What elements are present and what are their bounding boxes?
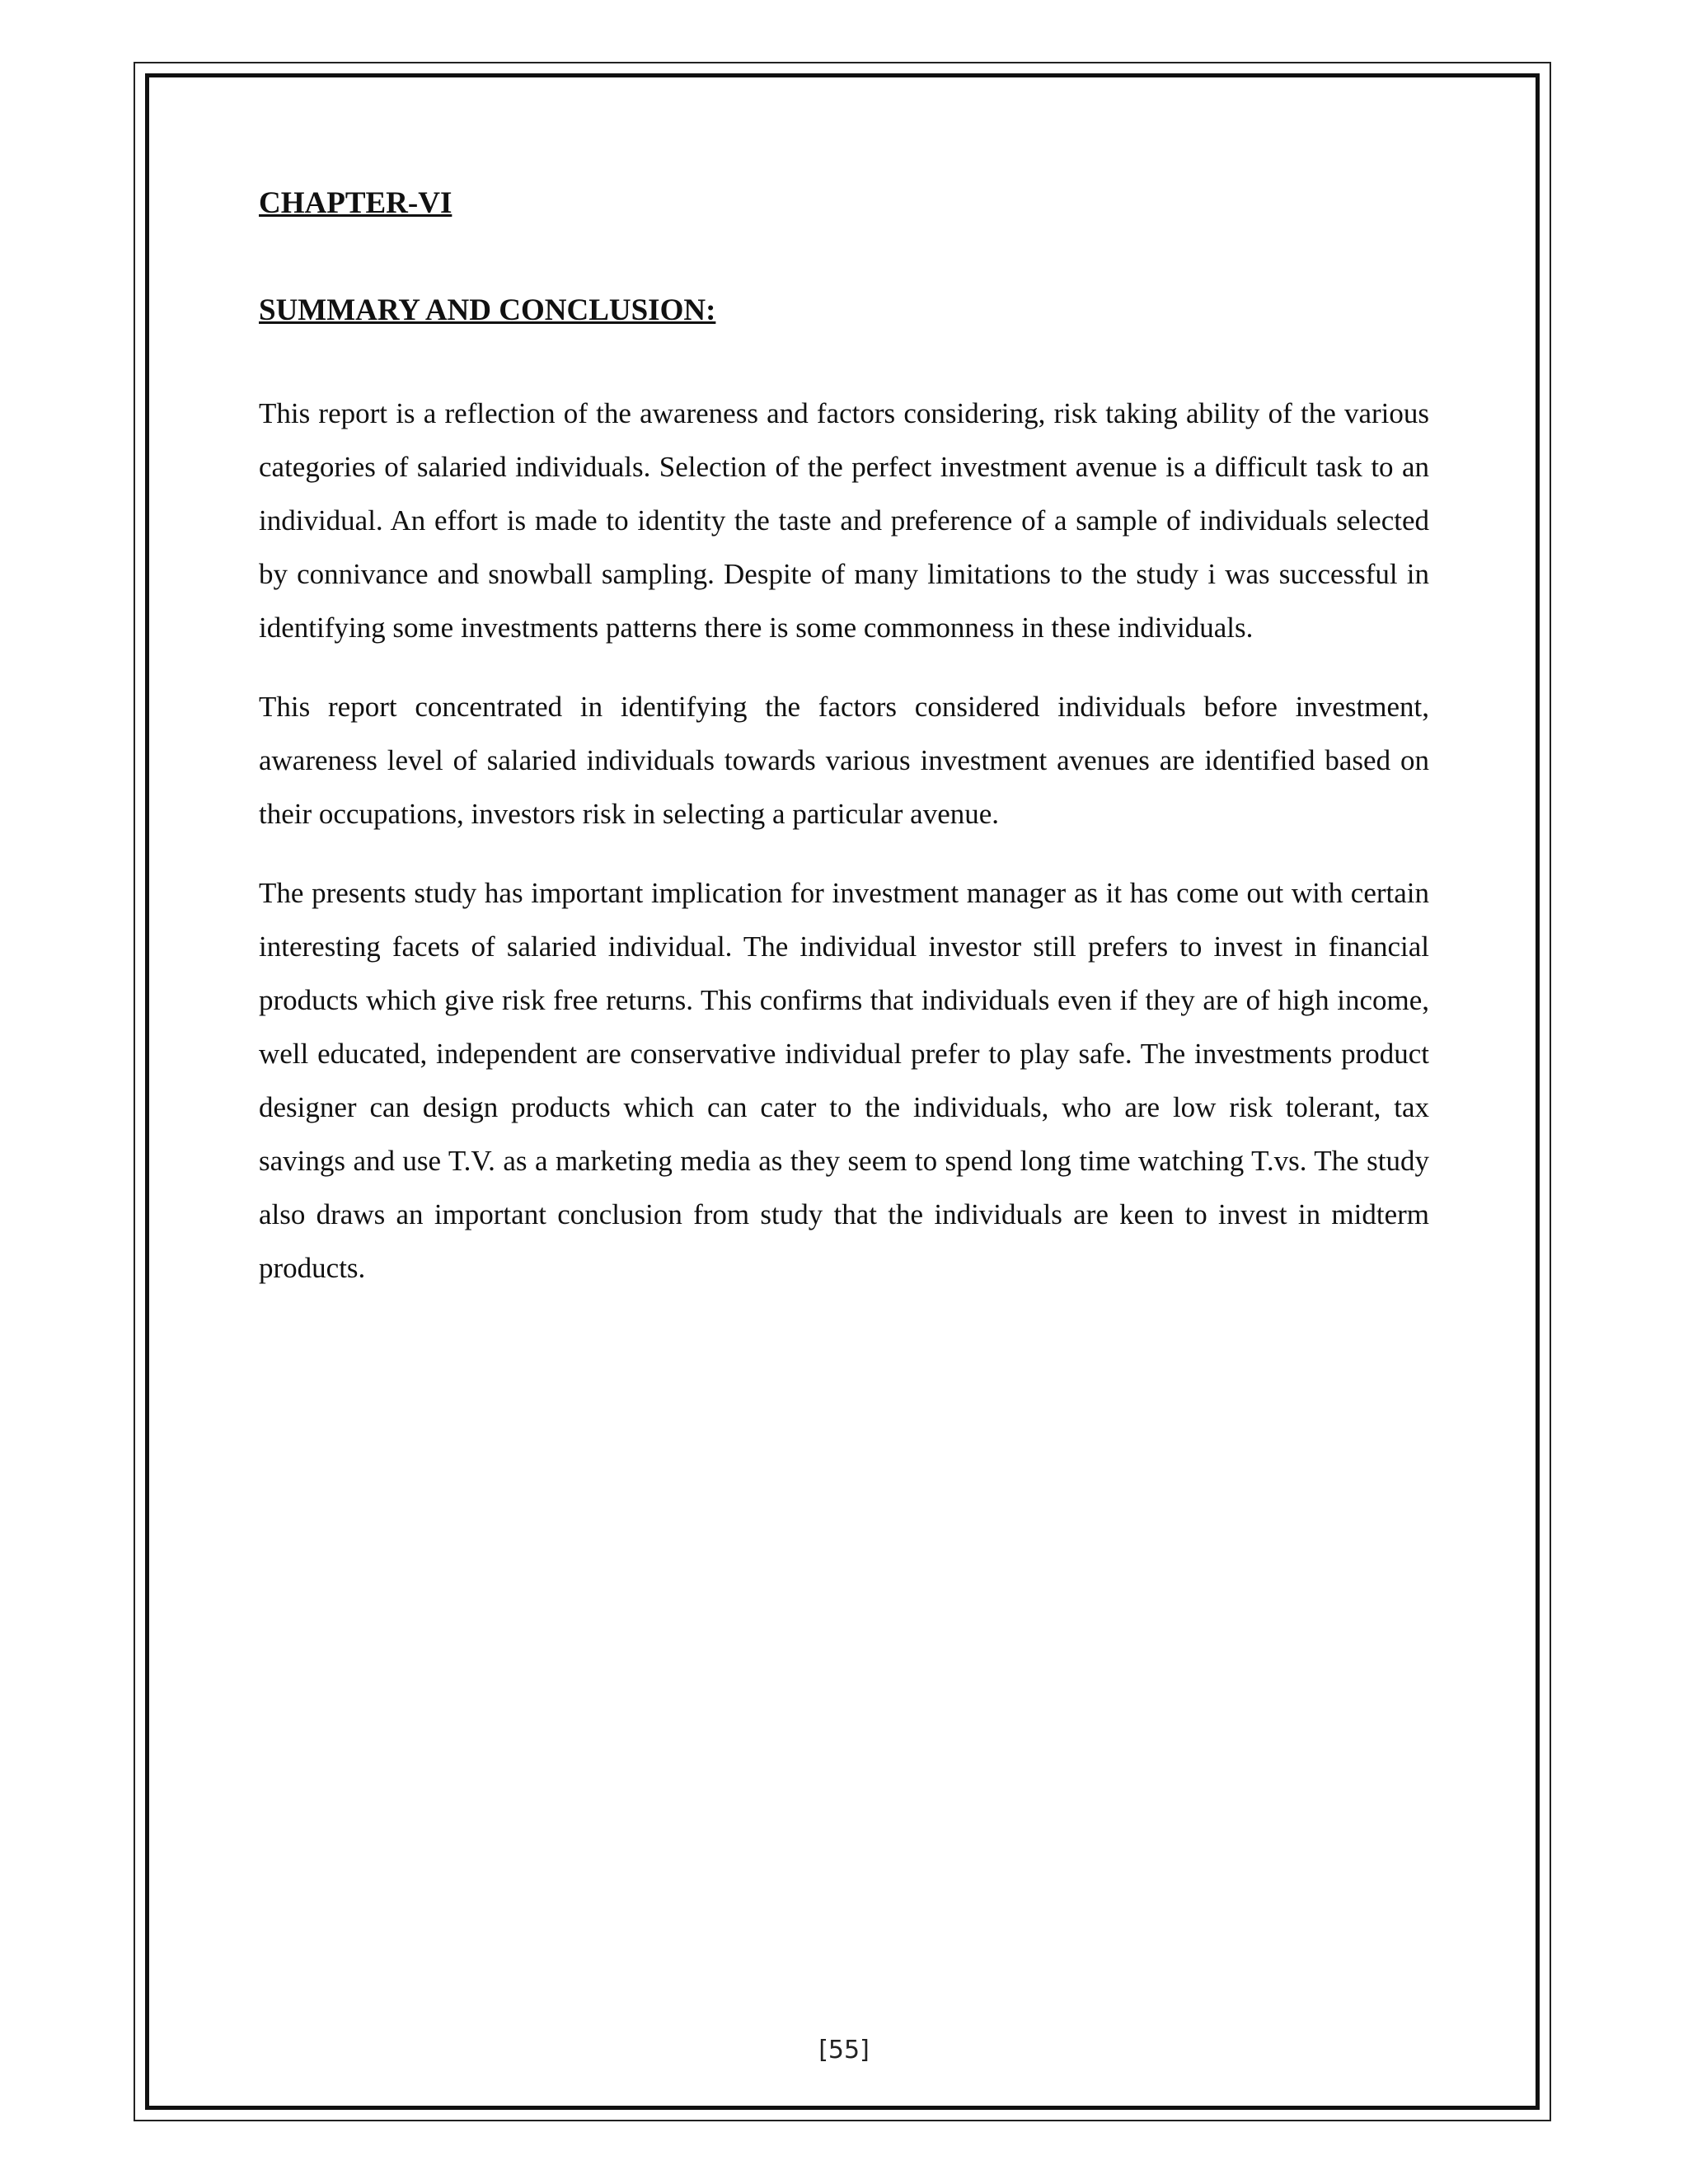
section-title: SUMMARY AND CONCLUSION: xyxy=(259,293,716,327)
chapter-heading: CHAPTER-VI xyxy=(259,186,452,220)
document-body xyxy=(259,181,1429,1295)
paragraph-1: This report is a reflection of the awareness and factors considering, risk taking ability of the various categories of salaried individuals. Selection of the perfect investment avenue is a difficult task to an individual. An effort is made to identity the taste and preference of a sample of individuals selected by connivance and snowball sampling. Despite of many limitations to the study i was successful in identifying some investments patterns there is some commonness in these individuals. xyxy=(259,397,1429,644)
paragraph-2: This report concentrated in identifying the factors considered individuals before investment, awareness level of salaried individuals towards various investment avenues are identified based on their occupations, investors risk in selecting a particular avenue. xyxy=(259,691,1429,830)
page-number: [55] xyxy=(818,2036,870,2064)
paragraph-3: The presents study has important implication for investment manager as it has come out with certain interesting facets of salaried individual. The individual investor still prefers to invest in financial products which give risk free returns. This confirms that individuals even if they are of high income, well educated, independent are conservative individual prefer to play safe. The investments product designer can design products which can cater to the individuals, who are low risk tolerant, tax savings and use T.V. as a marketing media as they seem to spend long time watching T.vs. The study also draws an important conclusion from study that the individuals are keen to invest in midterm products. xyxy=(259,877,1429,1284)
